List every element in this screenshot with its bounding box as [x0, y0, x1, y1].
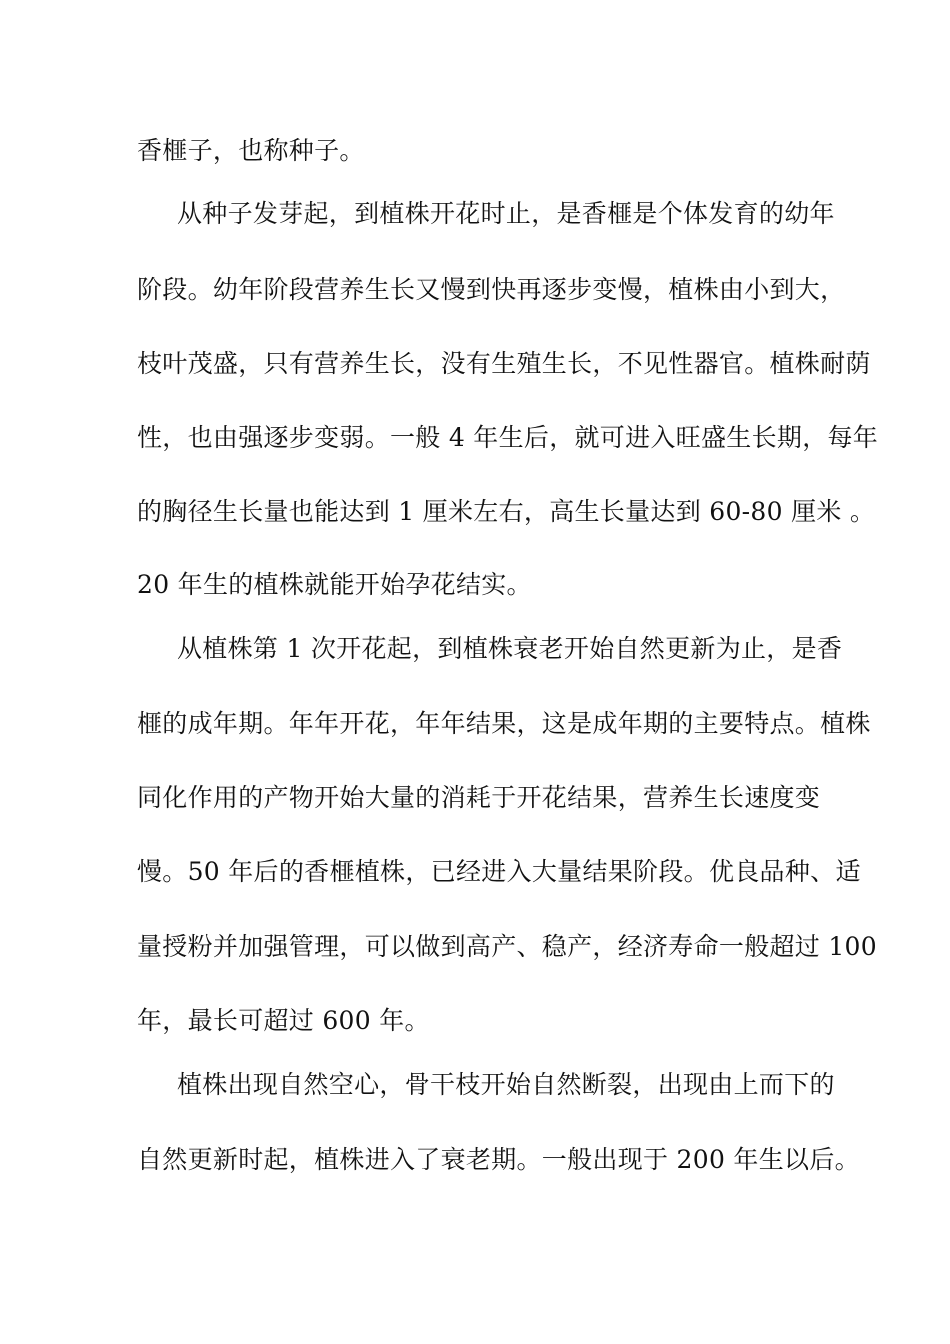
text-line: 榧的成年期。年年开花，年年结果，这是成年期的主要特点。植株	[137, 709, 871, 738]
text-line: 性，也由强逐步变弱。一般 4 年生后，就可进入旺盛生长期，每年	[137, 423, 879, 452]
text-line: 植株出现自然空心，骨干枝开始自然断裂，出现由上而下的	[177, 1070, 835, 1099]
text-line: 同化作用的产物开始大量的消耗于开花结果，营养生长速度变	[137, 783, 821, 812]
text-line: 年，最长可超过 600 年。	[137, 1006, 430, 1035]
text-line: 从植株第 1 次开花起，到植株衰老开始自然更新为止，是香	[177, 634, 843, 663]
text-line: 慢。50 年后的香榧植株，已经进入大量结果阶段。优良品种、适	[137, 857, 861, 886]
text-line: 的胸径生长量也能达到 1 厘米左右，高生长量达到 60-80 厘米 。	[137, 497, 876, 526]
text-line: 从种子发芽起，到植株开花时止，是香榧是个体发育的幼年	[177, 199, 835, 228]
text-line: 阶段。幼年阶段营养生长又慢到快再逐步变慢，植株由小到大，	[137, 275, 846, 304]
text-line: 20 年生的植株就能开始孕花结实。	[137, 570, 532, 599]
text-line: 枝叶茂盛，只有营养生长，没有生殖生长，不见性器官。植株耐荫	[137, 349, 871, 378]
text-line: 量授粉并加强管理，可以做到高产、稳产，经济寿命一般超过 100	[137, 932, 877, 961]
text-line: 自然更新时起，植株进入了衰老期。一般出现于 200 年生以后。	[137, 1145, 860, 1174]
text-line: 香榧子，也称种子。	[137, 136, 365, 165]
